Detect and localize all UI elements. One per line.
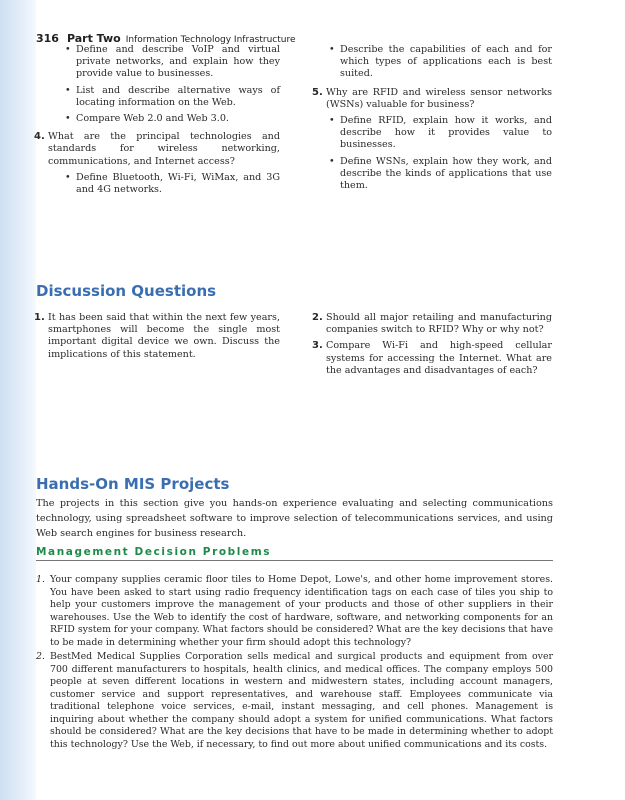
list-item: • Define and describe VoIP and virtual private networks, and explain how they provide value to businesses. [65,44,280,80]
mdp-problem-1: 1. Your company supplies ceramic floor tiles to Home Depot, Lowe's, and other home improvement stores. You have been asked to start using radio frequency identification tags on each case of tiles you ship to help your customers improve the management of your products and those of other suppliers in their warehouses. Use the Web to identify the cost of hardware, software, and networking components for an RFID system for your company. What factors should be considered? What are the key decisions that have to be made in determining whether your firm should adopt this technology? [36,574,553,648]
chapter-label: Information Technology Infrastructure [125,35,296,45]
discussion-question-2: 2. Should all major retailing and manufacturing companies switch to RFID? Why or why not? [312,312,552,336]
discussion-question-3: 3. Compare Wi-Fi and high-speed cellular systems for accessing the Internet. What are the advantages and disadvantages of each? [312,340,552,376]
list-item: • List and describe alternative ways of locating information on the Web. [65,84,280,108]
margin-color-bar [0,0,36,800]
page-number: 316 [36,32,59,45]
list-item: • Define RFID, explain how it works, and describe how it provides value to businesses. [329,115,552,151]
discussion-heading: Discussion Questions [36,282,217,300]
list-item: • Compare Web 2.0 and Web 3.0. [65,113,229,125]
review-left-column [34,44,280,200]
handson-intro: The projects in this section give you hands-on experience evaluating and selecting communications technology, using spreadsheet software to improve selection of telecommunications services, and using Web search engines for business research. [36,498,553,539]
review-right-column [312,44,552,196]
discussion-right-column [312,312,552,381]
mdp-problem-2: 2. BestMed Medical Supplies Corporation sells medical and surgical products and equipment from over 700 different manufacturers to hospitals, health clinics, and medical offices. The company employs 500 people at seven different locations in western and midwestern states, including account managers, customer service and support representatives, and warehouse staff. Employees communicate via traditional telephone voice services, e-mail, instant messaging, and cell phones. Management is inquiring about whether the company should adopt a system for unified communications. What factors should be considered? What are the key decisions that have to be made in determining whether to adopt this technology? Use the Web, if necessary, to find out more about unified communications and its costs. [36,651,553,750]
handson-heading: Hands-On MIS Projects [36,475,230,493]
mdp-heading: Management Decision Problems [36,546,553,561]
list-item: • Define WSNs, explain how they work, and describe the kinds of applications that use them. [329,155,552,192]
list-item: • Describe the capabilities of each and for which types of applications each is best suited. [329,44,552,80]
part-label: Part Two [66,32,121,45]
list-item: • Define Bluetooth, Wi-Fi, WiMax, and 3G and 4G networks. [65,171,280,196]
discussion-left-column [34,312,280,365]
review-question-4: 4. What are the principal technologies and standards for wireless networking, communications, and Internet access? [34,131,280,167]
review-question-5: 5. Why are RFID and wireless sensor networks (WSNs) valuable for business? [312,86,552,110]
discussion-question-1: 1. It has been said that within the next few years, smartphones will become the single most important digital device we own. Discuss the implications of this statement. [34,312,280,360]
mdp-list [36,574,553,753]
